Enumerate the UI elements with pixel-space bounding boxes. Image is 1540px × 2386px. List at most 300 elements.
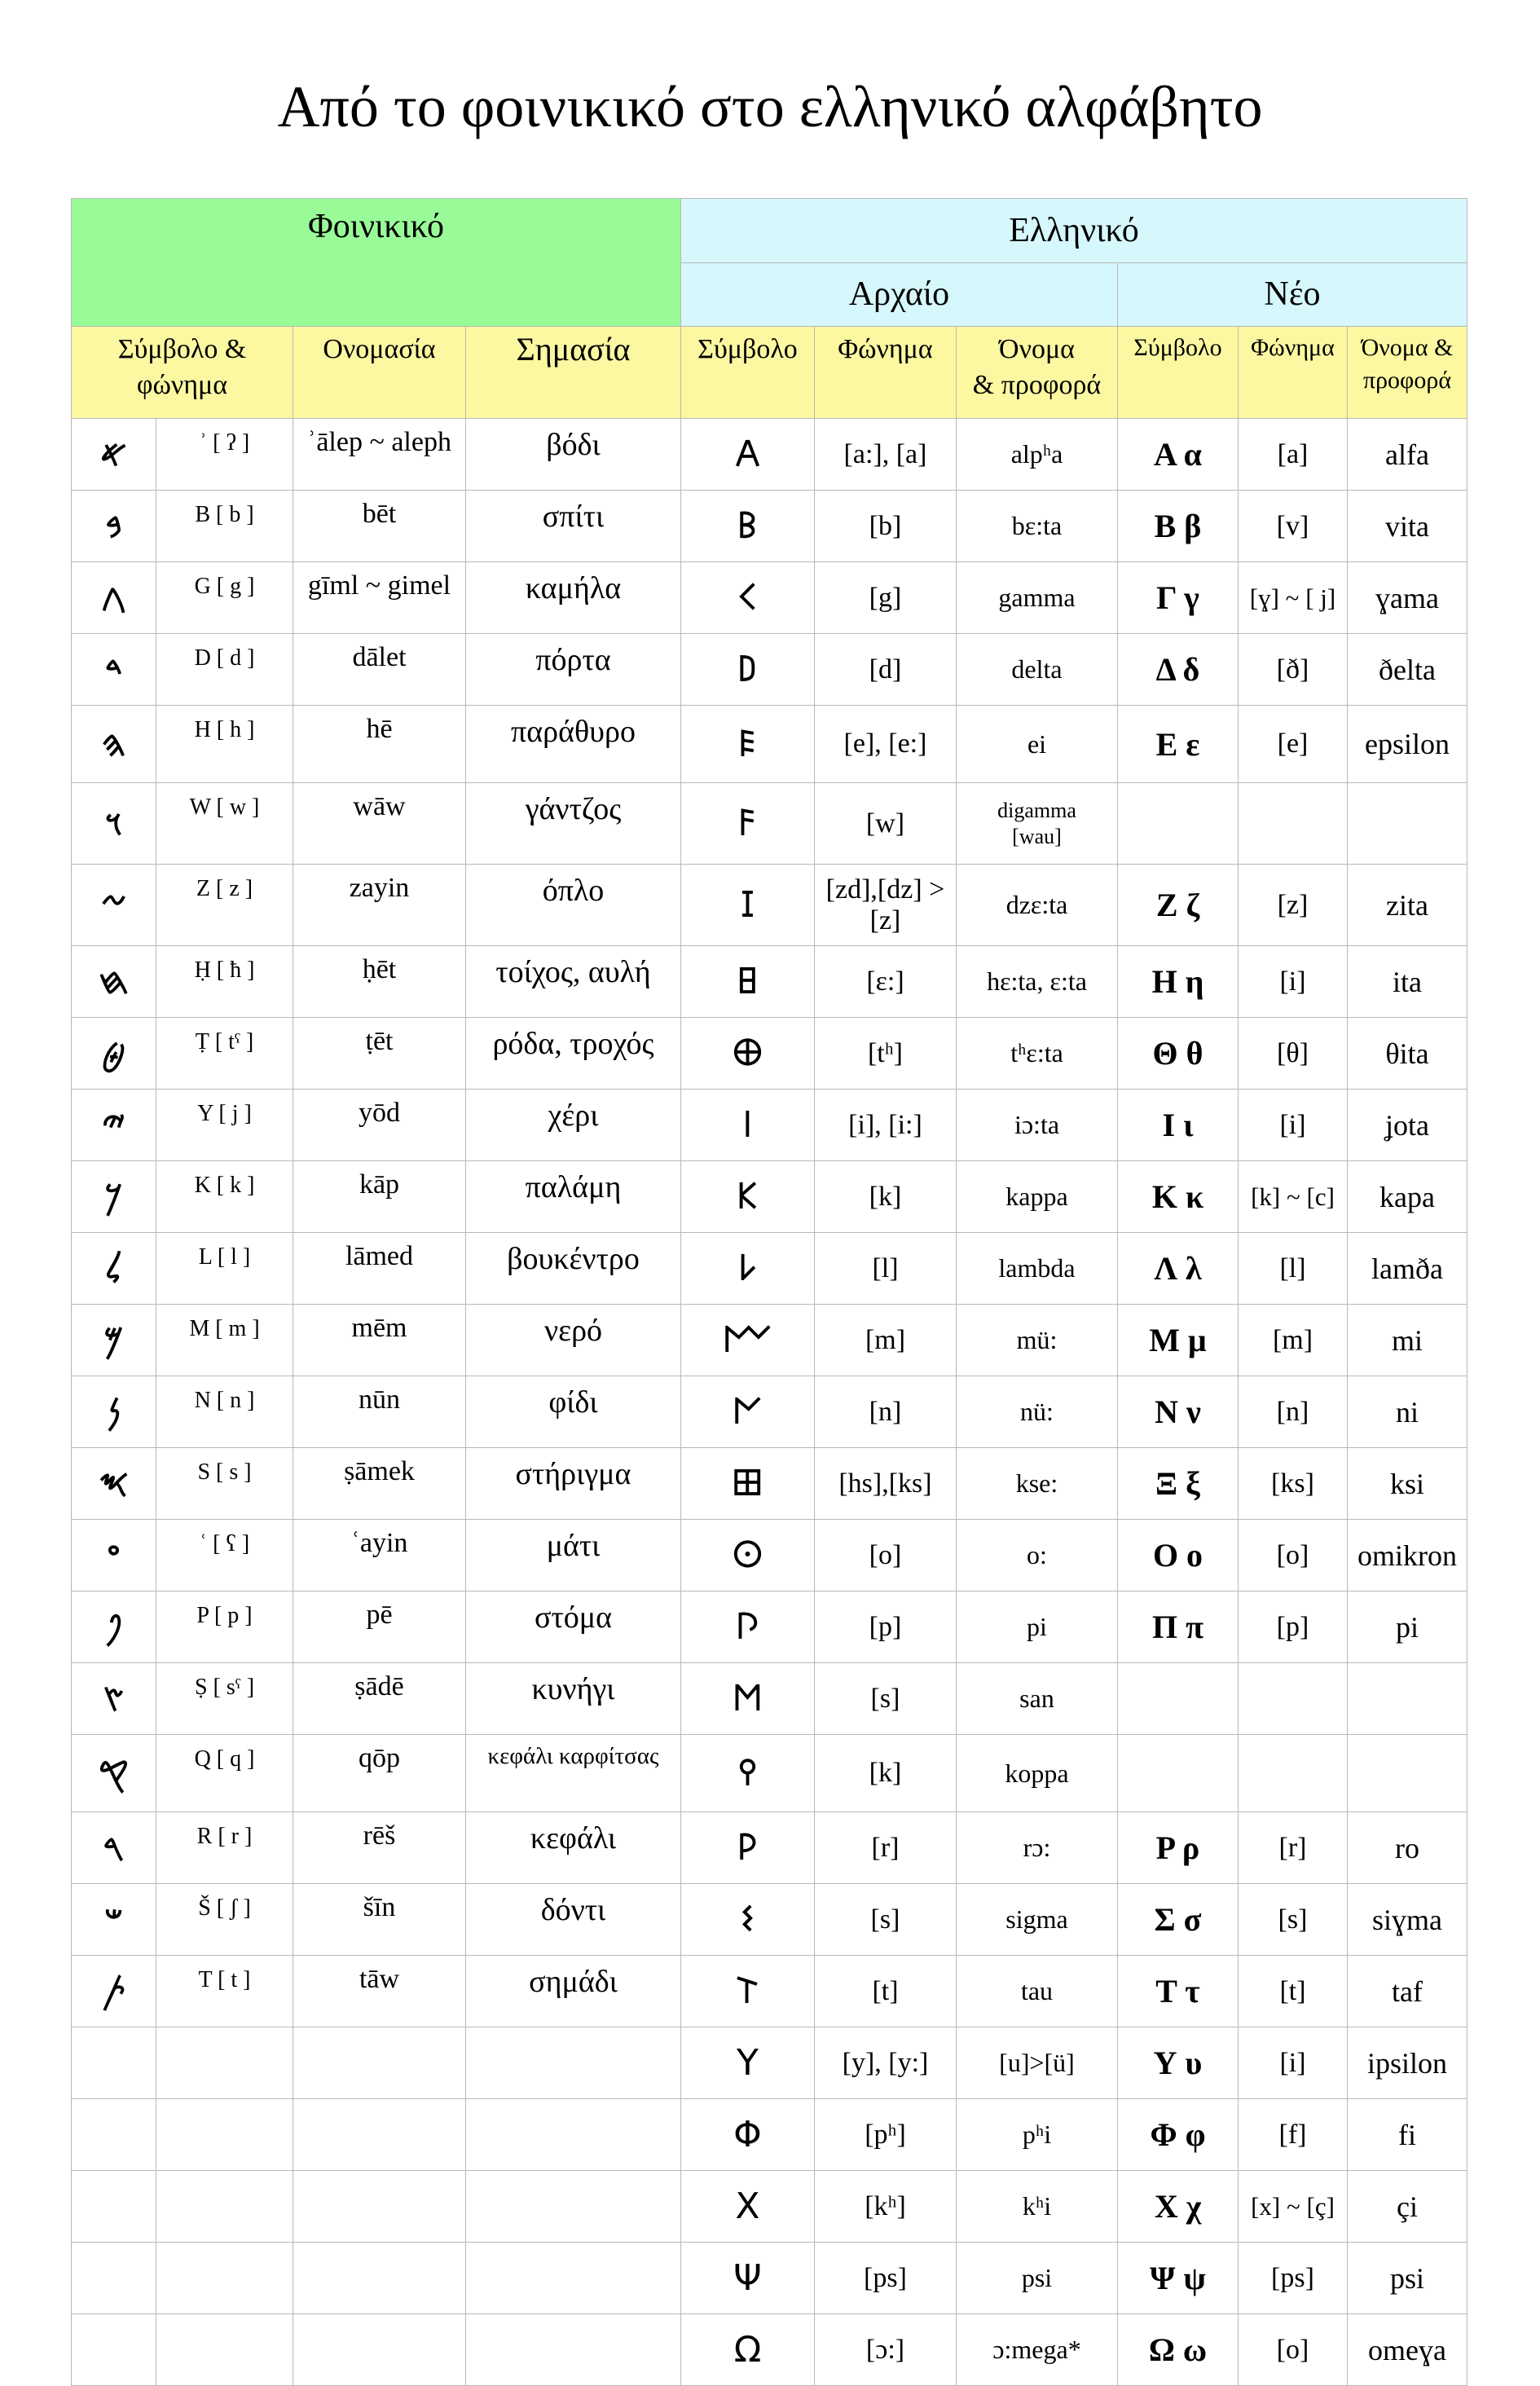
phoenician-meaning: χέρι (466, 1090, 681, 1161)
ancient-symbol: 𐌄 (681, 706, 815, 783)
table-row (72, 706, 1467, 783)
phoenician-symbol: 𐤍 (72, 1376, 156, 1448)
modern-phoneme: [i] (1239, 2027, 1348, 2099)
phoenician-meaning: στόμα (466, 1591, 681, 1663)
modern-symbol: Α α (1118, 419, 1239, 491)
header-phoenician: Φοινικικό (72, 199, 681, 327)
table-row (72, 1520, 1467, 1591)
modern-name: ksi (1348, 1448, 1467, 1520)
ancient-symbol: Y (681, 2027, 815, 2099)
ancient-phoneme: [s] (815, 1663, 957, 1735)
phoenician-phoneme: ʾ [ ʔ ] (156, 419, 293, 491)
modern-name: ɣama (1348, 562, 1467, 634)
modern-symbol: Τ τ (1118, 1956, 1239, 2027)
ancient-phoneme: [p] (815, 1591, 957, 1663)
phoenician-symbol: 𐤌 (72, 1305, 156, 1376)
phoenician-meaning: ρόδα, τροχός (466, 1018, 681, 1090)
ancient-name: nü: (957, 1376, 1118, 1448)
modern-symbol: Χ χ (1118, 2171, 1239, 2243)
ancient-symbol: 𐌐 (681, 1591, 815, 1663)
modern-name: ita (1348, 946, 1467, 1018)
ancient-symbol: 𐌔 (681, 1884, 815, 1956)
modern-symbol: Μ μ (1118, 1305, 1239, 1376)
modern-symbol: Θ θ (1118, 1018, 1239, 1090)
phoenician-symbol: 𐤓 (72, 1812, 156, 1884)
modern-name (1348, 1735, 1467, 1812)
phoenician-phoneme: R [ r ] (156, 1812, 293, 1884)
ancient-name: dzɛ:ta (957, 865, 1118, 946)
modern-phoneme: [m] (1239, 1305, 1348, 1376)
ancient-name: pi (957, 1591, 1118, 1663)
ancient-symbol: 𐌌 (681, 1305, 815, 1376)
ancient-phoneme: [i], [i:] (815, 1090, 957, 1161)
ancient-symbol: 𐌊 (681, 1161, 815, 1233)
phoenician-symbol (72, 2027, 156, 2099)
phoenician-meaning (466, 2099, 681, 2171)
phoenician-phoneme (156, 2243, 293, 2314)
phoenician-phoneme (156, 2314, 293, 2386)
phoenician-name: ḥēt (293, 946, 466, 1018)
phoenician-symbol: 𐤑 (72, 1663, 156, 1735)
phoenician-symbol: 𐤄 (72, 706, 156, 783)
col-header-ancient-name: Όνομα & προφορά (957, 327, 1118, 419)
phoenician-phoneme: D [ d ] (156, 634, 293, 706)
modern-phoneme: [v] (1239, 491, 1348, 562)
phoenician-symbol: 𐤂 (72, 562, 156, 634)
ancient-symbol: 𐌂 (681, 562, 815, 634)
ancient-name: [u]>[ü] (957, 2027, 1118, 2099)
phoenician-name: yōd (293, 1090, 466, 1161)
modern-symbol (1118, 783, 1239, 865)
modern-name: epsilon (1348, 706, 1467, 783)
ancient-name: psi (957, 2243, 1118, 2314)
modern-phoneme: [o] (1239, 2314, 1348, 2386)
table-row (72, 783, 1467, 865)
phoenician-symbol: 𐤅 (72, 783, 156, 865)
phoenician-phoneme: W [ w ] (156, 783, 293, 865)
ancient-symbol: 𐌏 (681, 1520, 815, 1591)
ancient-phoneme: [b] (815, 491, 957, 562)
phoenician-symbol (72, 2099, 156, 2171)
phoenician-name: lāmed (293, 1233, 466, 1305)
phoenician-phoneme: K [ k ] (156, 1161, 293, 1233)
ancient-phoneme: [o] (815, 1520, 957, 1591)
modern-name (1348, 1663, 1467, 1735)
col-header-modern-name: Όνομα & προφορά (1348, 327, 1467, 419)
table-row (72, 1448, 1467, 1520)
modern-phoneme: [t] (1239, 1956, 1348, 2027)
table-row (72, 1161, 1467, 1233)
modern-name: ipsilon (1348, 2027, 1467, 2099)
ancient-symbol: 𐌇 (681, 946, 815, 1018)
modern-name (1348, 783, 1467, 865)
modern-phoneme: [o] (1239, 1520, 1348, 1591)
ancient-name: pʰi (957, 2099, 1118, 2171)
phoenician-meaning: φίδι (466, 1376, 681, 1448)
phoenician-symbol: 𐤉 (72, 1090, 156, 1161)
table-row (72, 2027, 1467, 2099)
ancient-phoneme: [t] (815, 1956, 957, 2027)
modern-symbol: Β β (1118, 491, 1239, 562)
modern-symbol: Ρ ρ (1118, 1812, 1239, 1884)
modern-symbol: Σ σ (1118, 1884, 1239, 1956)
modern-name: θita (1348, 1018, 1467, 1090)
ancient-phoneme: [y], [y:] (815, 2027, 957, 2099)
table-row (72, 946, 1467, 1018)
col-header-modern-symbol: Σύμβολο (1118, 327, 1239, 419)
ancient-phoneme: [l] (815, 1233, 957, 1305)
modern-phoneme: [i] (1239, 946, 1348, 1018)
ancient-name: kappa (957, 1161, 1118, 1233)
header-ancient: Αρχαίο (681, 262, 1118, 327)
modern-symbol: Ο ο (1118, 1520, 1239, 1591)
modern-phoneme: [ɣ] ~ [ j] (1239, 562, 1348, 634)
ancient-symbol: 𐌑 (681, 1663, 815, 1735)
phoenician-phoneme: S [ s ] (156, 1448, 293, 1520)
phoenician-meaning: βόδι (466, 419, 681, 491)
phoenician-phoneme: ʿ [ ʕ ] (156, 1520, 293, 1591)
ancient-symbol: 𐌉 (681, 1090, 815, 1161)
phoenician-name: nūn (293, 1376, 466, 1448)
table-row (72, 1018, 1467, 1090)
ancient-phoneme: [g] (815, 562, 957, 634)
phoenician-meaning: καμήλα (466, 562, 681, 634)
header-greek: Ελληνικό (681, 199, 1467, 263)
phoenician-name: šīn (293, 1884, 466, 1956)
modern-phoneme: [f] (1239, 2099, 1348, 2171)
phoenician-phoneme: Q [ q ] (156, 1735, 293, 1812)
col-header-ancient-phoneme: Φώνημα (815, 327, 957, 419)
ancient-phoneme: [w] (815, 783, 957, 865)
phoenician-phoneme: Z [ z ] (156, 865, 293, 946)
phoenician-name (293, 2027, 466, 2099)
ancient-symbol: 𐌅 (681, 783, 815, 865)
ancient-phoneme: [k] (815, 1735, 957, 1812)
phoenician-phoneme: Ṣ [ sˤ ] (156, 1663, 293, 1735)
modern-phoneme: [s] (1239, 1884, 1348, 1956)
col-header-phoenician-name: Ονομασία (293, 327, 466, 419)
phoenician-name: hē (293, 706, 466, 783)
ancient-phoneme: [r] (815, 1812, 957, 1884)
table-row (72, 1956, 1467, 2027)
ancient-name: ɔ:mega* (957, 2314, 1118, 2386)
phoenician-meaning: γάντζος (466, 783, 681, 865)
ancient-name: gamma (957, 562, 1118, 634)
table-row (72, 1305, 1467, 1376)
table-row (72, 1376, 1467, 1448)
modern-phoneme: [e] (1239, 706, 1348, 783)
ancient-symbol: 𐌒 (681, 1735, 815, 1812)
ancient-symbol: 𐌎 (681, 1448, 815, 1520)
ancient-phoneme: [k] (815, 1161, 957, 1233)
col-header-modern-phoneme: Φώνημα (1239, 327, 1348, 419)
modern-phoneme: [l] (1239, 1233, 1348, 1305)
table-row (72, 1233, 1467, 1305)
phoenician-symbol: 𐤒 (72, 1735, 156, 1812)
table-row (72, 491, 1467, 562)
phoenician-name (293, 2243, 466, 2314)
phoenician-phoneme: Š [ ʃ ] (156, 1884, 293, 1956)
ancient-name: mü: (957, 1305, 1118, 1376)
phoenician-symbol: 𐤔 (72, 1884, 156, 1956)
phoenician-symbol: 𐤈 (72, 1018, 156, 1090)
phoenician-symbol: 𐤃 (72, 634, 156, 706)
ancient-name: tʰɛ:ta (957, 1018, 1118, 1090)
modern-phoneme: [r] (1239, 1812, 1348, 1884)
ancient-phoneme: [zd],[dz] > [z] (815, 865, 957, 946)
modern-phoneme: [n] (1239, 1376, 1348, 1448)
modern-symbol: Κ κ (1118, 1161, 1239, 1233)
col-header-phoenician-meaning: Σημασία (466, 327, 681, 419)
table-row (72, 2314, 1467, 2386)
modern-name: ro (1348, 1812, 1467, 1884)
ancient-name: alpʰa (957, 419, 1118, 491)
modern-name: çi (1348, 2171, 1467, 2243)
phoenician-symbol (72, 2314, 156, 2386)
phoenician-meaning: όπλο (466, 865, 681, 946)
modern-phoneme: [θ] (1239, 1018, 1348, 1090)
phoenician-phoneme (156, 2099, 293, 2171)
ancient-symbol: 𐌓 (681, 1812, 815, 1884)
phoenician-meaning: κεφάλι καρφίτσας (466, 1735, 681, 1812)
phoenician-name: dālet (293, 634, 466, 706)
phoenician-symbol (72, 2243, 156, 2314)
ancient-phoneme: [n] (815, 1376, 957, 1448)
table-row (72, 1663, 1467, 1735)
modern-name: omeɣa (1348, 2314, 1467, 2386)
phoenician-symbol: 𐤇 (72, 946, 156, 1018)
modern-name: kapa (1348, 1161, 1467, 1233)
phoenician-symbol: 𐤎 (72, 1448, 156, 1520)
ancient-symbol: Ω (681, 2314, 815, 2386)
modern-name: alfa (1348, 419, 1467, 491)
ancient-name: rɔ: (957, 1812, 1118, 1884)
ancient-name: kse: (957, 1448, 1118, 1520)
phoenician-name: rēš (293, 1812, 466, 1884)
table-row (72, 1090, 1467, 1161)
modern-symbol: Υ υ (1118, 2027, 1239, 2099)
col-header-phoenician-symbol: Σύμβολο & φώνημα (72, 327, 293, 419)
modern-phoneme (1239, 1735, 1348, 1812)
modern-name: psi (1348, 2243, 1467, 2314)
phoenician-meaning: παλάμη (466, 1161, 681, 1233)
ancient-name: bɛ:ta (957, 491, 1118, 562)
modern-phoneme: [x] ~ [ç] (1239, 2171, 1348, 2243)
modern-phoneme: [a] (1239, 419, 1348, 491)
modern-symbol: Ψ ψ (1118, 2243, 1239, 2314)
phoenician-phoneme: B [ b ] (156, 491, 293, 562)
modern-name: ðelta (1348, 634, 1467, 706)
ancient-name: lambda (957, 1233, 1118, 1305)
modern-symbol: Ε ε (1118, 706, 1239, 783)
phoenician-meaning: σημάδι (466, 1956, 681, 2027)
phoenician-meaning: δόντι (466, 1884, 681, 1956)
phoenician-name: qōp (293, 1735, 466, 1812)
modern-symbol: Λ λ (1118, 1233, 1239, 1305)
ancient-symbol: 𐌃 (681, 634, 815, 706)
ancient-name: tau (957, 1956, 1118, 2027)
modern-name: mi (1348, 1305, 1467, 1376)
ancient-phoneme: [ɛ:] (815, 946, 957, 1018)
phoenician-phoneme: H [ h ] (156, 706, 293, 783)
ancient-name: delta (957, 634, 1118, 706)
ancient-symbol: 𐌆 (681, 865, 815, 946)
table-row (72, 2243, 1467, 2314)
ancient-phoneme: [e], [e:] (815, 706, 957, 783)
phoenician-phoneme (156, 2027, 293, 2099)
phoenician-meaning: παράθυρο (466, 706, 681, 783)
phoenician-name: ʿayin (293, 1520, 466, 1591)
table-row (72, 1884, 1467, 1956)
phoenician-phoneme: Y [ j ] (156, 1090, 293, 1161)
ancient-symbol: 𐌋 (681, 1233, 815, 1305)
phoenician-name: ṣāmek (293, 1448, 466, 1520)
ancient-name: hɛ:ta, ɛ:ta (957, 946, 1118, 1018)
modern-name: fi (1348, 2099, 1467, 2171)
modern-symbol: Φ φ (1118, 2099, 1239, 2171)
modern-name: lamða (1348, 1233, 1467, 1305)
phoenician-phoneme: G [ g ] (156, 562, 293, 634)
phoenician-name: pē (293, 1591, 466, 1663)
phoenician-meaning: τοίχος, αυλή (466, 946, 681, 1018)
page-title: Από το φοινικικό στο ελληνικό αλφάβητο (277, 74, 1263, 139)
phoenician-name: ʾālep ~ aleph (293, 419, 466, 491)
modern-phoneme: [z] (1239, 865, 1348, 946)
phoenician-symbol: 𐤋 (72, 1233, 156, 1305)
modern-name: ni (1348, 1376, 1467, 1448)
modern-symbol: Δ δ (1118, 634, 1239, 706)
ancient-phoneme: [d] (815, 634, 957, 706)
alphabet-table (71, 198, 1467, 2386)
modern-symbol: Ξ ξ (1118, 1448, 1239, 1520)
table-row (72, 2099, 1467, 2171)
phoenician-phoneme: M [ m ] (156, 1305, 293, 1376)
ancient-phoneme: [hs],[ks] (815, 1448, 957, 1520)
phoenician-symbol: 𐤕 (72, 1956, 156, 2027)
ancient-phoneme: [ps] (815, 2243, 957, 2314)
modern-phoneme: [i] (1239, 1090, 1348, 1161)
modern-symbol (1118, 1663, 1239, 1735)
phoenician-symbol: 𐤀 (72, 419, 156, 491)
ancient-symbol: 𐌈 (681, 1018, 815, 1090)
phoenician-meaning: κεφάλι (466, 1812, 681, 1884)
table-row (72, 562, 1467, 634)
modern-symbol: Π π (1118, 1591, 1239, 1663)
phoenician-meaning: στήριγμα (466, 1448, 681, 1520)
ancient-phoneme: [a:], [a] (815, 419, 957, 491)
modern-symbol: Ω ω (1118, 2314, 1239, 2386)
modern-name: zita (1348, 865, 1467, 946)
ancient-name: san (957, 1663, 1118, 1735)
modern-symbol: Ι ι (1118, 1090, 1239, 1161)
ancient-symbol: X (681, 2171, 815, 2243)
modern-phoneme: [k] ~ [c] (1239, 1161, 1348, 1233)
ancient-phoneme: [m] (815, 1305, 957, 1376)
phoenician-name: tāw (293, 1956, 466, 2027)
modern-name: taf (1348, 1956, 1467, 2027)
phoenician-meaning (466, 2243, 681, 2314)
phoenician-meaning: σπίτι (466, 491, 681, 562)
ancient-phoneme: [pʰ] (815, 2099, 957, 2171)
ancient-symbol: 𐌀 (681, 419, 815, 491)
phoenician-meaning: νερό (466, 1305, 681, 1376)
phoenician-name: mēm (293, 1305, 466, 1376)
ancient-name: digamma [wau] (957, 783, 1118, 865)
ancient-name: ei (957, 706, 1118, 783)
phoenician-name: ṭēt (293, 1018, 466, 1090)
phoenician-name: bēt (293, 491, 466, 562)
modern-symbol: Ν ν (1118, 1376, 1239, 1448)
modern-phoneme: [ð] (1239, 634, 1348, 706)
ancient-name: sigma (957, 1884, 1118, 1956)
phoenician-symbol: 𐤐 (72, 1591, 156, 1663)
modern-name: siɣma (1348, 1884, 1467, 1956)
header-modern: Νέο (1118, 262, 1467, 327)
table-row (72, 419, 1467, 491)
phoenician-phoneme: Ḥ [ ħ ] (156, 946, 293, 1018)
phoenician-phoneme: P [ p ] (156, 1591, 293, 1663)
col-header-ancient-symbol: Σύμβολο (681, 327, 815, 419)
phoenician-meaning: βουκέντρο (466, 1233, 681, 1305)
modern-phoneme (1239, 1663, 1348, 1735)
phoenician-name: wāw (293, 783, 466, 865)
modern-phoneme: [ks] (1239, 1448, 1348, 1520)
modern-name: ʝota (1348, 1090, 1467, 1161)
modern-phoneme: [p] (1239, 1591, 1348, 1663)
ancient-name: koppa (957, 1735, 1118, 1812)
ancient-symbol: Ψ (681, 2243, 815, 2314)
phoenician-name (293, 2099, 466, 2171)
phoenician-meaning (466, 2314, 681, 2386)
phoenician-phoneme: L [ l ] (156, 1233, 293, 1305)
phoenician-meaning: πόρτα (466, 634, 681, 706)
phoenician-symbol: 𐤁 (72, 491, 156, 562)
phoenician-meaning: κυνήγι (466, 1663, 681, 1735)
phoenician-name: kāp (293, 1161, 466, 1233)
phoenician-symbol: 𐤊 (72, 1161, 156, 1233)
modern-name: vita (1348, 491, 1467, 562)
ancient-name: kʰi (957, 2171, 1118, 2243)
phoenician-phoneme: T [ t ] (156, 1956, 293, 2027)
ancient-symbol: 𐌁 (681, 491, 815, 562)
table-row (72, 1812, 1467, 1884)
ancient-phoneme: [ɔ:] (815, 2314, 957, 2386)
ancient-name: iɔ:ta (957, 1090, 1118, 1161)
ancient-name: o: (957, 1520, 1118, 1591)
phoenician-symbol: 𐤆 (72, 865, 156, 946)
modern-name: omikron (1348, 1520, 1467, 1591)
modern-phoneme (1239, 783, 1348, 865)
modern-symbol: Η η (1118, 946, 1239, 1018)
phoenician-phoneme: N [ n ] (156, 1376, 293, 1448)
modern-symbol (1118, 1735, 1239, 1812)
ancient-symbol: 𐌕 (681, 1956, 815, 2027)
phoenician-meaning: μάτι (466, 1520, 681, 1591)
phoenician-phoneme: Ṭ [ tˤ ] (156, 1018, 293, 1090)
phoenician-name: zayin (293, 865, 466, 946)
phoenician-name (293, 2314, 466, 2386)
phoenician-symbol: 𐤏 (72, 1520, 156, 1591)
table-row (72, 865, 1467, 946)
table-row (72, 1591, 1467, 1663)
ancient-symbol: Φ (681, 2099, 815, 2171)
phoenician-name: ṣādē (293, 1663, 466, 1735)
ancient-phoneme: [kʰ] (815, 2171, 957, 2243)
modern-symbol: Γ γ (1118, 562, 1239, 634)
ancient-symbol: 𐌍 (681, 1376, 815, 1448)
ancient-phoneme: [s] (815, 1884, 957, 1956)
phoenician-meaning (466, 2027, 681, 2099)
